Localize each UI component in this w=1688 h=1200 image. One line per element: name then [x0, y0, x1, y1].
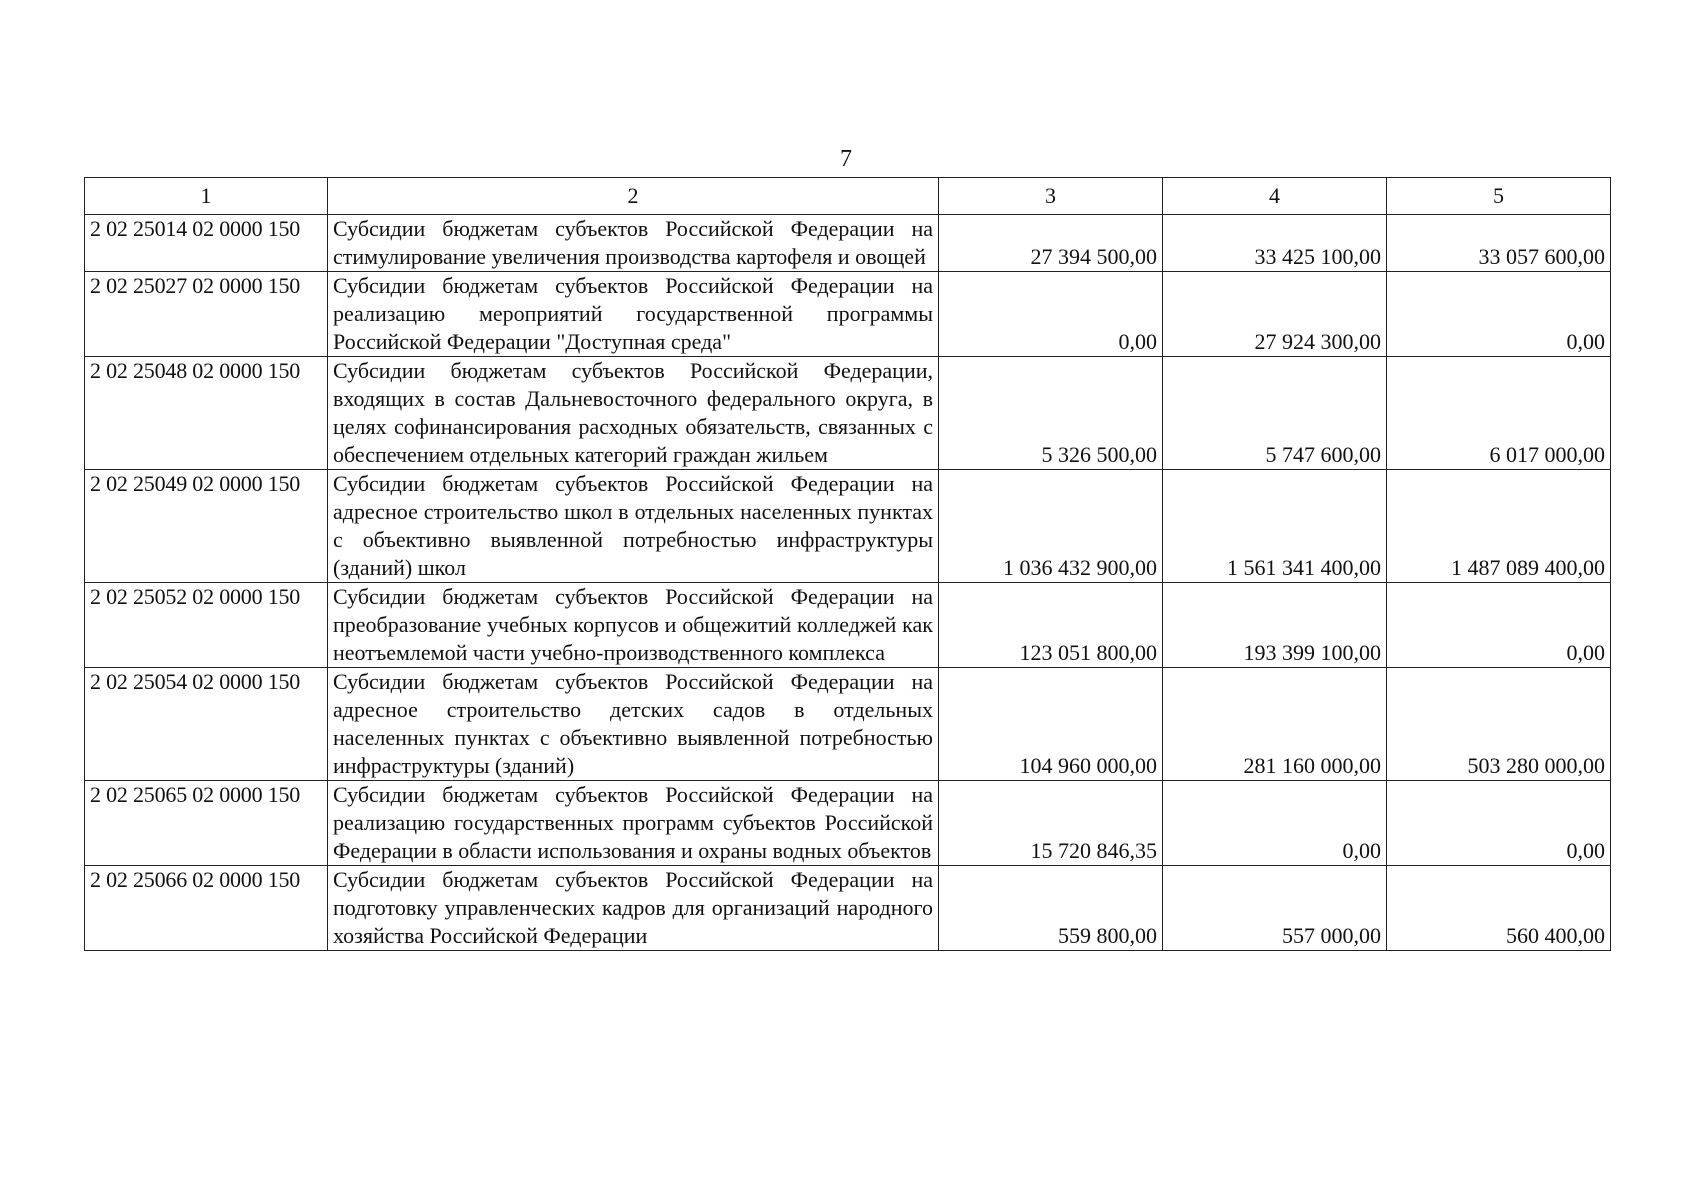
- subsidy-name: Субсидии бюджетам субъектов Российской Федерации на стимулирование увеличения производства картофеля и овощей: [328, 215, 939, 272]
- amount-col-5: 0,00: [1387, 583, 1611, 668]
- table-row: [85, 668, 1611, 781]
- table-row: [85, 866, 1611, 951]
- table-body: [85, 215, 1611, 951]
- amount-col-3: 123 051 800,00: [939, 583, 1163, 668]
- amount-col-4: 33 425 100,00: [1163, 215, 1387, 272]
- budget-table: [84, 177, 1611, 951]
- budget-code: 2 02 25066 02 0000 150: [85, 866, 328, 951]
- amount-col-5: 0,00: [1387, 781, 1611, 866]
- header-row: [85, 178, 1611, 215]
- amount-col-4: 0,00: [1163, 781, 1387, 866]
- amount-col-3: 5 326 500,00: [939, 357, 1163, 470]
- amount-col-5: 6 017 000,00: [1387, 357, 1611, 470]
- amount-col-5: 1 487 089 400,00: [1387, 470, 1611, 583]
- table-header: [85, 178, 1611, 215]
- subsidy-name: Субсидии бюджетам субъектов Российской Федерации на подготовку управленческих кадров для организаций народного хозяйства Российской Федерации: [328, 866, 939, 951]
- amount-col-3: 559 800,00: [939, 866, 1163, 951]
- table-row: [85, 357, 1611, 470]
- table-row: [85, 272, 1611, 357]
- column-header-2: 2: [328, 178, 939, 215]
- amount-col-5: 560 400,00: [1387, 866, 1611, 951]
- amount-col-4: 193 399 100,00: [1163, 583, 1387, 668]
- amount-col-3: 15 720 846,35: [939, 781, 1163, 866]
- amount-col-3: 0,00: [939, 272, 1163, 357]
- budget-code: 2 02 25065 02 0000 150: [85, 781, 328, 866]
- subsidy-name: Субсидии бюджетам субъектов Российской Федерации на адресное строительство школ в отдельных населенных пунктах с объективно выявленной потребностью инфраструктуры (зданий) школ: [328, 470, 939, 583]
- amount-col-5: 33 057 600,00: [1387, 215, 1611, 272]
- subsidy-name: Субсидии бюджетам субъектов Российской Федерации, входящих в состав Дальневосточного федерального округа, в целях софинансирования расходных обязательств, связанных с обеспечением отдельных категорий граждан жильем: [328, 357, 939, 470]
- subsidy-name: Субсидии бюджетам субъектов Российской Федерации на реализацию государственных программ субъектов Российской Федерации в области использования и охраны водных объектов: [328, 781, 939, 866]
- amount-col-4: 281 160 000,00: [1163, 668, 1387, 781]
- table-row: [85, 470, 1611, 583]
- column-header-4: 4: [1163, 178, 1387, 215]
- amount-col-4: 27 924 300,00: [1163, 272, 1387, 357]
- table-row: [85, 781, 1611, 866]
- column-header-1: 1: [85, 178, 328, 215]
- amount-col-4: 1 561 341 400,00: [1163, 470, 1387, 583]
- amount-col-3: 1 036 432 900,00: [939, 470, 1163, 583]
- budget-code: 2 02 25027 02 0000 150: [85, 272, 328, 357]
- budget-code: 2 02 25014 02 0000 150: [85, 215, 328, 272]
- budget-code: 2 02 25052 02 0000 150: [85, 583, 328, 668]
- column-header-5: 5: [1387, 178, 1611, 215]
- page-number: 7: [840, 146, 852, 172]
- amount-col-3: 104 960 000,00: [939, 668, 1163, 781]
- table-row: [85, 215, 1611, 272]
- amount-col-5: 0,00: [1387, 272, 1611, 357]
- subsidy-name: Субсидии бюджетам субъектов Российской Федерации на адресное строительство детских садов в отдельных населенных пунктах с объективно выявленной потребностью инфраструктуры (зданий): [328, 668, 939, 781]
- table-row: [85, 583, 1611, 668]
- subsidy-name: Субсидии бюджетам субъектов Российской Федерации на реализацию мероприятий государственной программы Российской Федерации "Доступная среда": [328, 272, 939, 357]
- amount-col-4: 557 000,00: [1163, 866, 1387, 951]
- subsidy-name: Субсидии бюджетам субъектов Российской Федерации на преобразование учебных корпусов и общежитий колледжей как неотъемлемой части учебно-производственного комплекса: [328, 583, 939, 668]
- amount-col-5: 503 280 000,00: [1387, 668, 1611, 781]
- budget-code: 2 02 25048 02 0000 150: [85, 357, 328, 470]
- budget-code: 2 02 25049 02 0000 150: [85, 470, 328, 583]
- budget-code: 2 02 25054 02 0000 150: [85, 668, 328, 781]
- column-header-3: 3: [939, 178, 1163, 215]
- amount-col-3: 27 394 500,00: [939, 215, 1163, 272]
- amount-col-4: 5 747 600,00: [1163, 357, 1387, 470]
